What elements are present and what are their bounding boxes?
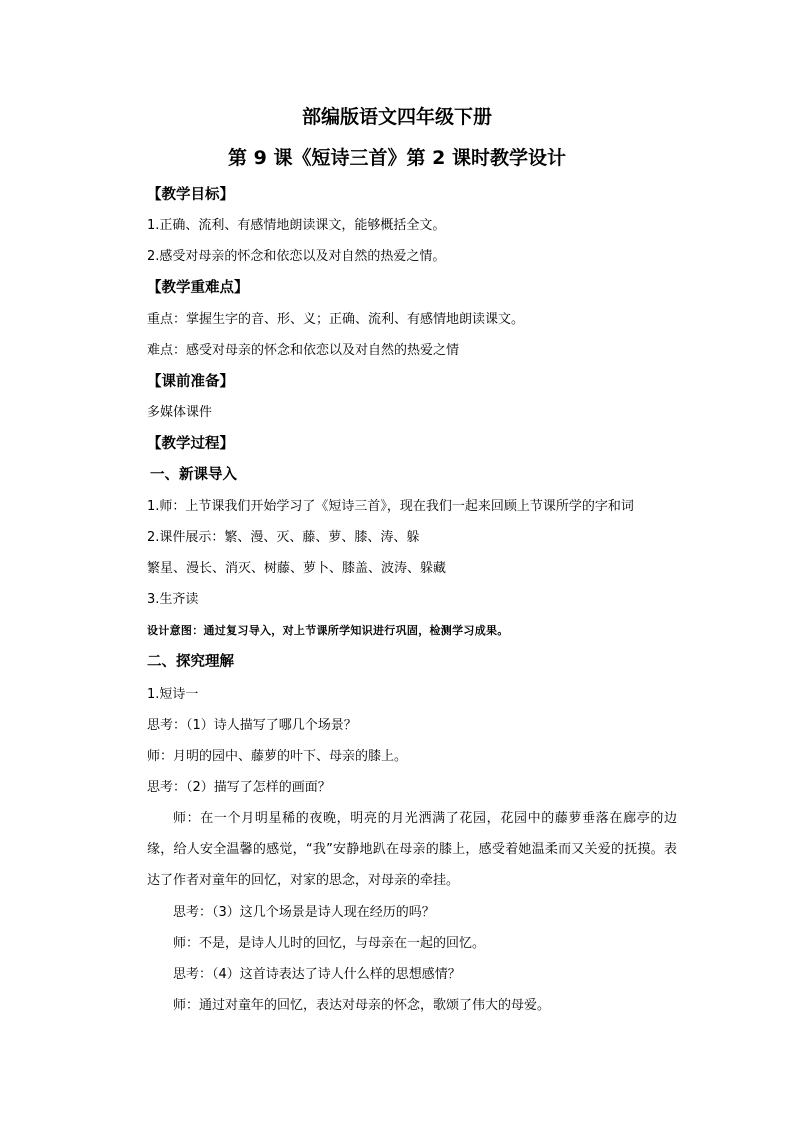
poem-one-label: 1.短诗一 [147,687,199,702]
key-point: 重点：掌握生字的音、形、义；正确、流利、有感情地朗读课文。 [147,312,525,327]
prep-item: 多媒体课件 [147,405,213,420]
question-1: 思考：（1）诗人描写了哪几个场景？ [147,718,357,733]
question-3: 思考：（3）这几个场景是诗人现在经历的吗？ [173,905,435,920]
answer-4: 师：通过对童年的回忆，表达对母亲的怀念，歌颂了伟大的母爱。 [173,998,551,1013]
question-2: 思考：（2）描写了怎样的画面？ [147,780,331,795]
answer-2-paragraph: 师：在一个月明星稀的夜晚，明亮的月光洒满了花园，花园中的藤萝垂落在廊亭的边缘，给人安全温馨的感觉，“我”安静地趴在母亲的膝上，感受着她温柔而又关爱的抚摸。表达了作者对童年的回忆，对家的思念，对母亲的牵挂。 [147,811,677,888]
section-heading-goals: 【教学目标】 [147,187,234,203]
part-heading-intro: 一、新课导入 [150,467,237,483]
design-intent-note: 设计意图：通过复习导入，对上节课所学知识进行巩固，检测学习成果。 [147,624,509,637]
goal-item-1: 1.正确、流利、有感情地朗读课文，能够概括全文。 [147,218,446,233]
question-4: 思考：（4）这首诗表达了诗人什么样的思想感情？ [173,967,461,982]
intro-step-2: 2.课件展示：繁、漫、灭、藤、萝、膝、涛、躲 [147,530,420,545]
answer-3: 师：不是，是诗人儿时的回忆，与母亲在一起的回忆。 [173,936,486,951]
lesson-title: 第 9 课《短诗三首》第 2 课时教学设计 [228,147,566,169]
answer-1: 师：月明的园中、藤萝的叶下、母亲的膝上。 [147,749,408,764]
intro-words: 繁星、漫长、消灭、树藤、萝卜、膝盖、波涛、躲藏 [147,561,447,576]
section-heading-process: 【教学过程】 [147,436,234,452]
part-heading-explore: 二、探究理解 [147,654,234,670]
difficult-point: 难点：感受对母亲的怀念和依恋以及对自然的热爱之情 [147,343,460,358]
document-title: 部编版语文四年级下册 [301,106,492,128]
intro-step-1: 1.师：上节课我们开始学习了《短诗三首》，现在我们一起来回顾上节课所学的字和词 [147,499,634,514]
goal-item-2: 2.感受对母亲的怀念和依恋以及对自然的热爱之情。 [147,249,446,264]
section-heading-keypoints: 【教学重难点】 [147,280,249,296]
intro-step-3: 3.生齐读 [147,592,199,607]
section-heading-prep: 【课前准备】 [147,374,234,390]
